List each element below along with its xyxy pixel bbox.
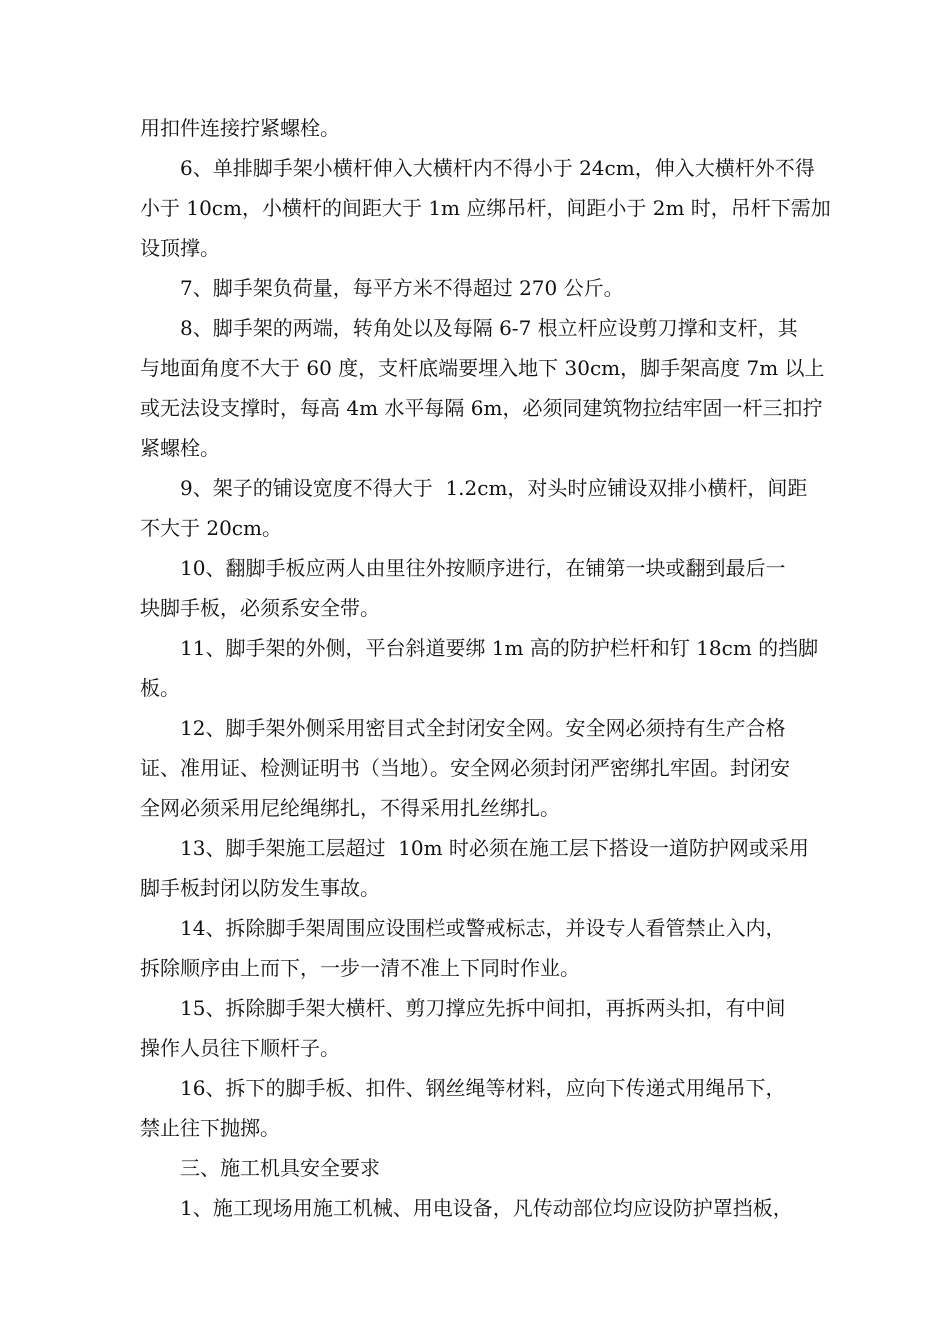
text-line: 脚手板封闭以防发生事故。: [140, 876, 380, 900]
paragraph-item-15: [140, 988, 882, 1068]
text-line: 操作人员往下顺杆子。: [140, 1036, 340, 1060]
paragraph-item-10: [140, 548, 882, 628]
text-line: 用扣件连接拧紧螺栓。: [140, 116, 340, 140]
text-line: 禁止往下抛掷。: [140, 1116, 280, 1140]
paragraph-item-9: [140, 468, 882, 548]
paragraph-item-13: [140, 828, 882, 908]
paragraph-item-7: [140, 268, 882, 308]
text-line: 设顶撑。: [140, 236, 220, 260]
text-line: 或无法设支撑时，每高 4m 水平每隔 6m，必须同建筑物拉结牢固一杆三扣拧: [140, 396, 823, 420]
text-line: 11、脚手架的外侧，平台斜道要绑 1m 高的防护栏杆和钉 18cm 的挡脚: [180, 636, 819, 660]
paragraph-item-6: [140, 148, 882, 268]
text-line: 8、脚手架的两端，转角处以及每隔 6-7 根立杆应设剪刀撑和支杆，其: [180, 316, 798, 340]
document-body: [140, 108, 882, 1228]
text-line: 与地面角度不大于 60 度，支杆底端要埋入地下 30cm，脚手架高度 7m 以上: [140, 356, 825, 380]
text-line: 块脚手板，必须系安全带。: [140, 596, 380, 620]
text-line: 14、拆除脚手架周围应设围栏或警戒标志，并设专人看管禁止入内，: [180, 916, 786, 940]
paragraph-item-11: [140, 628, 882, 708]
text-line: 16、拆下的脚手板、扣件、钢丝绳等材料，应向下传递式用绳吊下，: [180, 1076, 786, 1100]
text-line: 紧螺栓。: [140, 436, 220, 460]
text-line: 板。: [140, 676, 180, 700]
section-heading-3: [140, 1148, 882, 1188]
text-line: 6、单排脚手架小横杆伸入大横杆内不得小于 24cm，伸入大横杆外不得: [180, 156, 815, 180]
text-line: 15、拆除脚手架大横杆、剪刀撑应先拆中间扣，再拆两头扣，有中间: [180, 996, 786, 1020]
text-line: 12、脚手架外侧采用密目式全封闭安全网。安全网必须持有生产合格: [180, 716, 786, 740]
section-heading-text: 三、施工机具安全要求: [180, 1156, 380, 1180]
text-line: 不大于 20cm。: [140, 516, 282, 540]
paragraph-item-16: [140, 1068, 882, 1148]
paragraph-continuation: [140, 108, 882, 148]
text-line: 13、脚手架施工层超过 10m 时必须在施工层下搭设一道防护网或采用: [180, 836, 809, 860]
paragraph-item-8: [140, 308, 882, 468]
text-line: 证、准用证、检测证明书（当地）。安全网必须封闭严密绑扎牢固。封闭安: [140, 756, 790, 780]
text-line: 拆除顺序由上而下，一步一清不准上下同时作业。: [140, 956, 580, 980]
text-line: 7、脚手架负荷量，每平方米不得超过 270 公斤。: [180, 276, 624, 300]
text-line: 1、施工现场用施工机械、用电设备，凡传动部位均应设防护罩挡板，: [180, 1196, 793, 1220]
paragraph-item-12: [140, 708, 882, 828]
text-line: 9、架子的铺设宽度不得大于 1.2cm，对头时应铺设双排小横杆，间距: [180, 476, 808, 500]
paragraph-section3-item-1: [140, 1188, 882, 1228]
paragraph-item-14: [140, 908, 882, 988]
text-line: 小于 10cm，小横杆的间距大于 1m 应绑吊杆，间距小于 2m 时，吊杆下需加: [140, 196, 831, 220]
text-line: 10、翻脚手板应两人由里往外按顺序进行，在铺第一块或翻到最后一: [180, 556, 786, 580]
text-line: 全网必须采用尼纶绳绑扎，不得采用扎丝绑扎。: [140, 796, 560, 820]
